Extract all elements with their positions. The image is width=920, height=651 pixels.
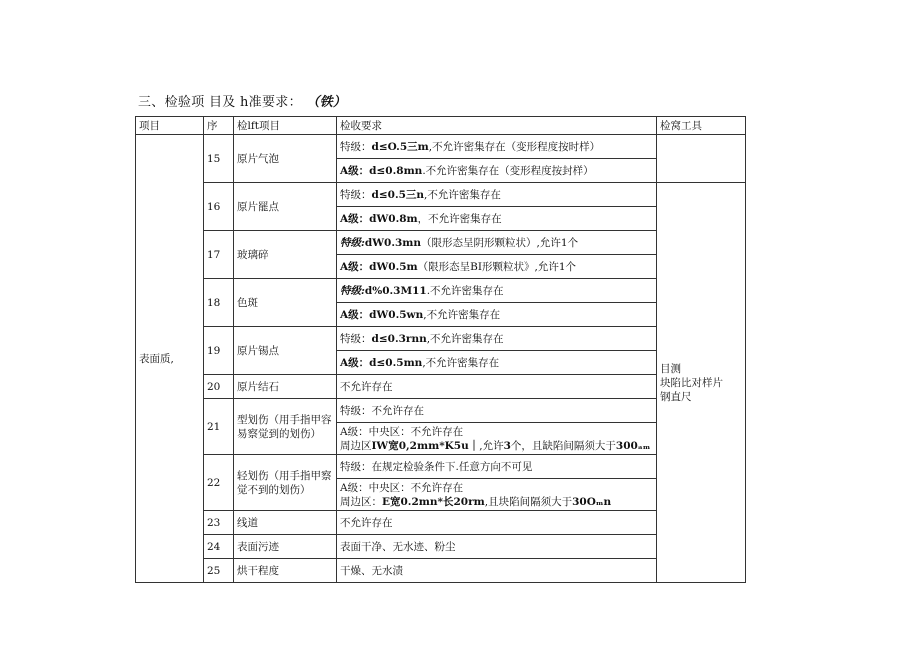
tool-ruler: 钢直尺 bbox=[660, 390, 692, 403]
category-cell: 表面质, bbox=[136, 135, 204, 583]
section-heading bbox=[138, 91, 346, 110]
seq-cell: 21 bbox=[204, 399, 234, 455]
table-row bbox=[136, 135, 746, 159]
header-requirement: 检收要求 bbox=[337, 117, 657, 135]
item-cell: 轻划伤（用手指甲察觉不到的划伤） bbox=[234, 455, 337, 511]
heading-prefix: 三、检验项 bbox=[138, 95, 205, 110]
heading-mid: 目及 bbox=[208, 95, 236, 110]
requirement-cell: 特级：d≤0.5三n,不允许密集存在 bbox=[337, 183, 657, 207]
table-row bbox=[136, 327, 746, 351]
table-row bbox=[136, 511, 746, 535]
tools-cell-empty bbox=[657, 135, 746, 183]
item-cell: 原片气泡 bbox=[234, 135, 337, 183]
inspection-table bbox=[135, 116, 746, 583]
requirement-cell: 不允许存在 bbox=[337, 375, 657, 399]
requirement-cell: A级：dW0.8m，不允许密集存在 bbox=[337, 207, 657, 231]
item-cell: 烘干程度 bbox=[234, 559, 337, 583]
seq-cell: 22 bbox=[204, 455, 234, 511]
requirement-cell: A级：中央区：不允许存在 周边区IW宽0,2mm*K5u｜,允许3个，且缺陷间隔须大于300ₐₘ bbox=[337, 423, 657, 455]
table-row bbox=[136, 279, 746, 303]
requirement-cell: 特级：d≤O.5三m,不允许密集存在（变形程度按时样） bbox=[337, 135, 657, 159]
seq-cell: 17 bbox=[204, 231, 234, 279]
requirement-cell: 特级：不允许存在 bbox=[337, 399, 657, 423]
item-cell: 原片罷点 bbox=[234, 183, 337, 231]
requirement-cell: 特级:d%0.3M11.不允许密集存在 bbox=[337, 279, 657, 303]
table-row bbox=[136, 183, 746, 207]
requirement-cell: 表面干净、无水迹、粉尘 bbox=[337, 535, 657, 559]
header-tools: 检窝工具 bbox=[657, 117, 746, 135]
item-cell: 原片结石 bbox=[234, 375, 337, 399]
table-row bbox=[136, 375, 746, 399]
table-header-row bbox=[136, 117, 746, 135]
item-cell: 原片锡点 bbox=[234, 327, 337, 375]
item-cell: 玻璃碎 bbox=[234, 231, 337, 279]
table-row bbox=[136, 455, 746, 479]
table-row bbox=[136, 399, 746, 423]
requirement-cell: A级：dW0.5wn,不允许密集存在 bbox=[337, 303, 657, 327]
requirement-cell: A级：中央区：不允许存在 周边区：E宽0.2mn*长20rm,且块陷间隔须大于30Oₘn bbox=[337, 479, 657, 511]
tool-sample: 块陷比对样片 bbox=[660, 376, 723, 389]
requirement-cell: 干燥、无水渍 bbox=[337, 559, 657, 583]
header-seq: 序 bbox=[204, 117, 234, 135]
seq-cell: 15 bbox=[204, 135, 234, 183]
requirement-cell: A级：d≤0.8mn.不允许密集存在（变形程度按封样） bbox=[337, 159, 657, 183]
seq-cell: 16 bbox=[204, 183, 234, 231]
seq-cell: 25 bbox=[204, 559, 234, 583]
seq-cell: 23 bbox=[204, 511, 234, 535]
item-cell: 表面污迹 bbox=[234, 535, 337, 559]
table-row bbox=[136, 535, 746, 559]
header-item: 检lft项目 bbox=[234, 117, 337, 135]
tools-cell bbox=[657, 183, 746, 583]
seq-cell: 18 bbox=[204, 279, 234, 327]
heading-tail: h准要求： bbox=[240, 95, 302, 110]
table-row bbox=[136, 559, 746, 583]
heading-paren: （铁） bbox=[306, 95, 347, 110]
requirement-cell: 特级:dW0.3mn（限形态呈阴形颗粒状）,允许1个 bbox=[337, 231, 657, 255]
item-cell: 色斑 bbox=[234, 279, 337, 327]
requirement-cell: 特级：d≤0.3rnn,不允许密集存在 bbox=[337, 327, 657, 351]
seq-cell: 24 bbox=[204, 535, 234, 559]
table-row bbox=[136, 231, 746, 255]
seq-cell: 20 bbox=[204, 375, 234, 399]
seq-cell: 19 bbox=[204, 327, 234, 375]
requirement-cell: 特级：在规定检验条件下.任意方向不可见 bbox=[337, 455, 657, 479]
item-cell: 线道 bbox=[234, 511, 337, 535]
tool-visual: 目测 bbox=[660, 362, 681, 375]
requirement-cell: 不允许存在 bbox=[337, 511, 657, 535]
item-cell: 型划伤（用手指甲容易察觉到的划伤） bbox=[234, 399, 337, 455]
requirement-cell: A级：d≤0.5mn,不允许密集存在 bbox=[337, 351, 657, 375]
requirement-cell: A级：dW0.5m（限形态呈BI形颗粒状》,允许1个 bbox=[337, 255, 657, 279]
header-category: 项目 bbox=[136, 117, 204, 135]
